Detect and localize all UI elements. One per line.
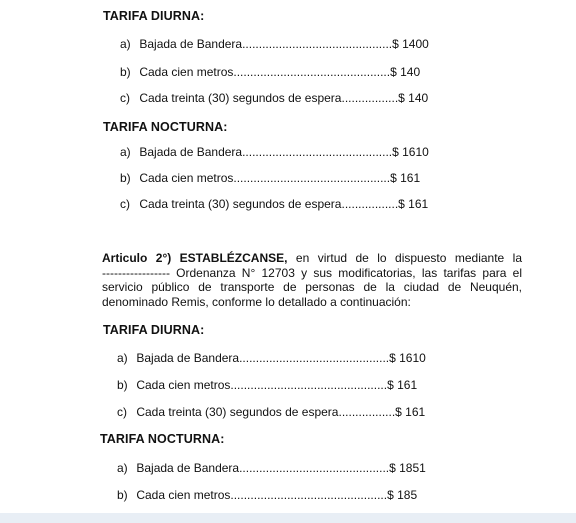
item-label: b) (117, 488, 128, 502)
item-text: Bajada de Bandera (139, 145, 243, 159)
item-dots: ............................................... (233, 171, 391, 185)
item-label: b) (120, 65, 131, 79)
item-price: $ 161 (390, 171, 421, 185)
page-bottom-edge (0, 513, 576, 523)
item-dots: ............................................. (239, 351, 390, 365)
item-dots: ............................................... (230, 488, 388, 502)
article-title: Articulo 2°) ESTABLÉZCANSE, (102, 251, 288, 265)
item-price: $ 1610 (389, 351, 426, 365)
item-text: Cada cien metros (139, 171, 234, 185)
article-line-4: denominado Remis, conforme lo detallado a continuación: (102, 294, 411, 309)
article-line-1: en virtud de lo dispuesto mediante la (287, 251, 522, 265)
item-price: $ 1851 (389, 461, 426, 475)
item-dots: ............................................. (242, 145, 393, 159)
item-text: Bajada de Bandera (136, 351, 240, 365)
item-text: Cada cien metros (136, 488, 231, 502)
tariff-item (120, 65, 420, 79)
item-price: $ 1610 (392, 145, 429, 159)
tariff-item (117, 378, 417, 392)
item-label: b) (120, 171, 131, 185)
item-dots: ................. (341, 197, 399, 211)
article-line-3: servicio público de transporte de personas de la ciudad de Neuquén, (102, 280, 522, 294)
tariff-item (120, 145, 429, 159)
item-price: $ 161 (387, 378, 418, 392)
item-dots: ............................................... (233, 65, 391, 79)
item-dots: ............................................. (242, 37, 393, 51)
tariff-item (120, 171, 420, 185)
section-heading: TARIFA DIURNA: (103, 9, 205, 23)
item-text: Cada cien metros (136, 378, 231, 392)
item-price: $ 161 (395, 405, 426, 419)
tariff-item (117, 461, 426, 475)
item-text: Cada treinta (30) segundos de espera (136, 405, 339, 419)
section-heading: TARIFA NOCTURNA: (100, 432, 225, 446)
tariff-item (117, 488, 417, 502)
tariff-item (120, 37, 429, 51)
item-text: Bajada de Bandera (136, 461, 240, 475)
item-text: Cada treinta (30) segundos de espera (139, 197, 342, 211)
section-heading: TARIFA NOCTURNA: (103, 120, 228, 134)
item-dots: ................. (338, 405, 396, 419)
item-text: Cada treinta (30) segundos de espera (139, 91, 342, 105)
item-label: c) (120, 197, 130, 211)
item-dots: ................. (341, 91, 399, 105)
item-price: $ 161 (398, 197, 429, 211)
item-dots: ............................................... (230, 378, 388, 392)
item-label: b) (117, 378, 128, 392)
item-label: c) (120, 91, 130, 105)
item-text: Cada cien metros (139, 65, 234, 79)
section-heading: TARIFA DIURNA: (103, 323, 205, 337)
item-price: $ 140 (390, 65, 421, 79)
item-dots: ............................................. (239, 461, 390, 475)
item-label: a) (120, 37, 131, 51)
item-label: a) (117, 351, 128, 365)
tariff-item (120, 91, 428, 105)
item-label: c) (117, 405, 127, 419)
item-label: a) (117, 461, 128, 475)
item-price: $ 185 (387, 488, 418, 502)
item-price: $ 1400 (392, 37, 429, 51)
item-price: $ 140 (398, 91, 429, 105)
item-label: a) (120, 145, 131, 159)
tariff-item (117, 405, 425, 419)
tariff-item (117, 351, 426, 365)
item-text: Bajada de Bandera (139, 37, 243, 51)
article-paragraph (102, 251, 522, 309)
tariff-item (120, 197, 428, 211)
article-line-2: ----------------- Ordenanza N° 12703 y sus modificatorias, las tarifas para el (102, 265, 522, 280)
